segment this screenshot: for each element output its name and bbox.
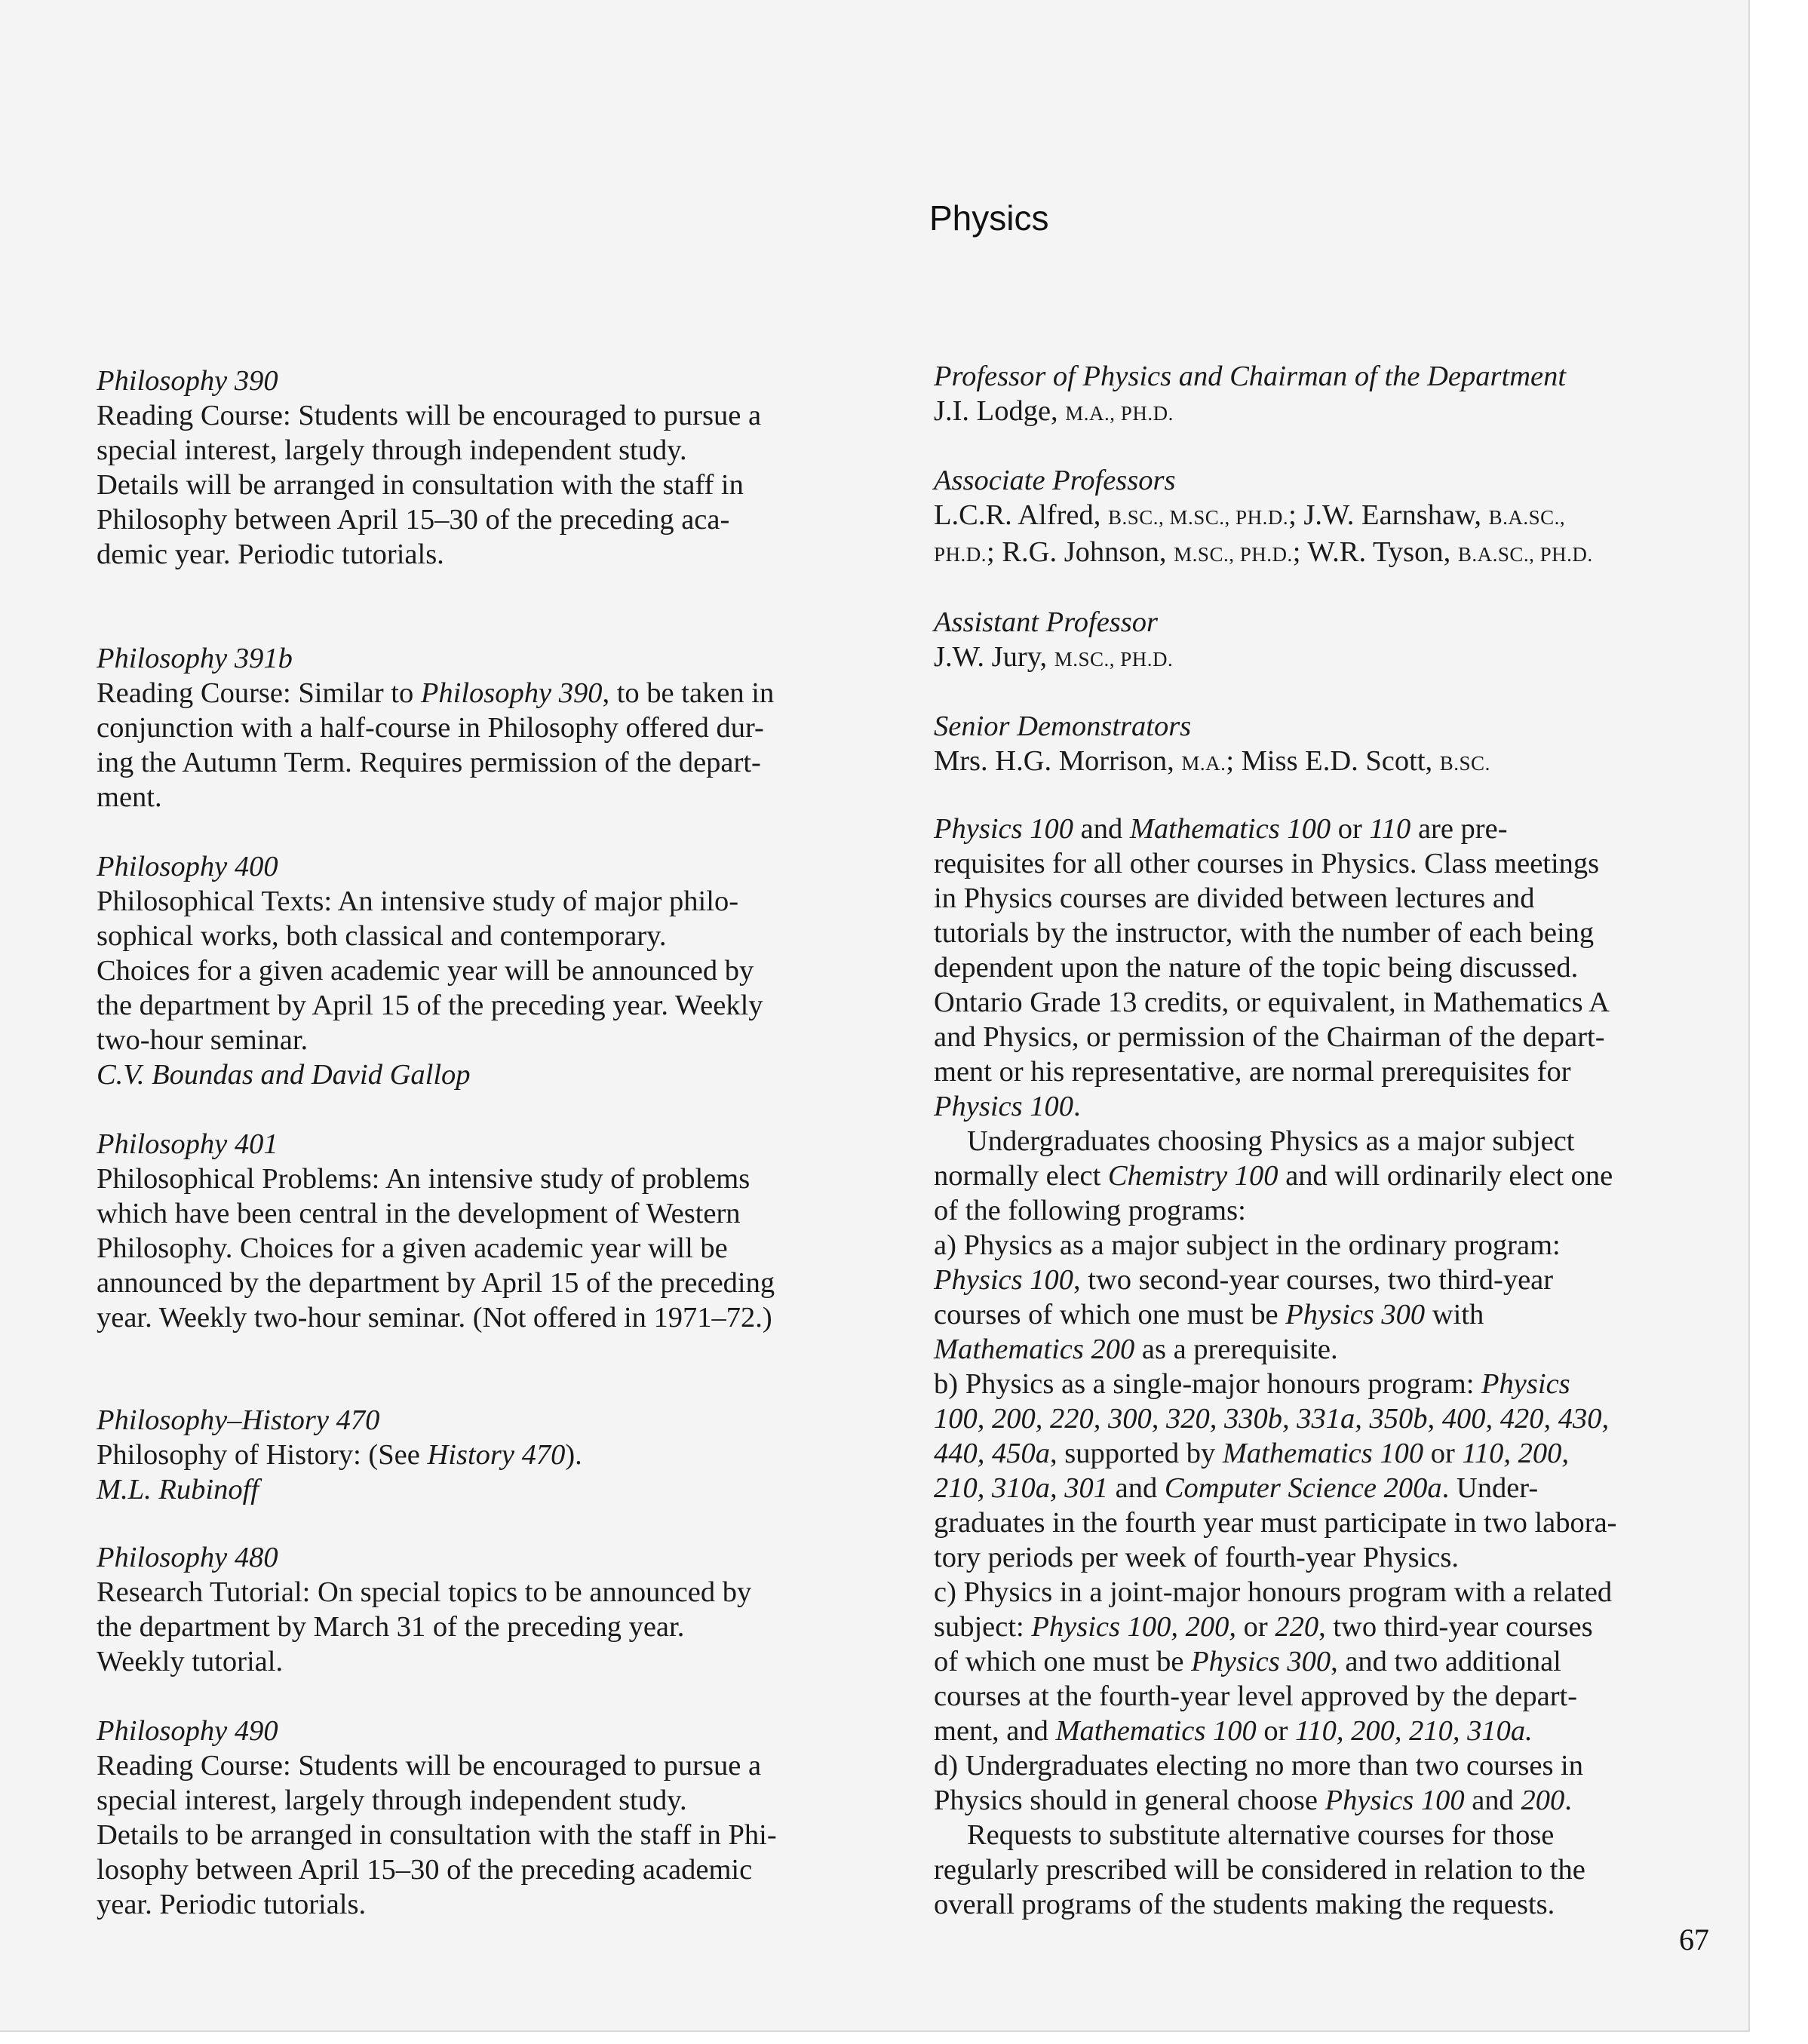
course-description-line: losophy between April 15–30 of the preceding academic (97, 1854, 753, 1886)
course-instructor: C.V. Boundas and David Gallop (97, 1059, 471, 1091)
body-line: ment or his representative, are normal prerequisites for (934, 1056, 1571, 1088)
course-description-line: year. Periodic tutorials. (97, 1889, 367, 1920)
faculty-names: L.C.R. Alfred, B.SC., M.SC., PH.D.; J.W. Earnshaw, B.A.SC., (934, 499, 1566, 531)
physics-program-text (934, 812, 1726, 1922)
course-entry-philosophy-401 (97, 1127, 896, 1335)
course-description-line: Weekly tutorial. (97, 1646, 284, 1677)
body-line: courses of which one must be Physics 300 with (934, 1299, 1484, 1330)
course-description-line: Philosophical Problems: An intensive study of problems (97, 1163, 751, 1195)
body-line: Requests to substitute alternative courses for those (967, 1819, 1555, 1851)
body-line: of which one must be Physics 300, and two additional (934, 1646, 1561, 1677)
faculty-heading: Associate Professors (934, 465, 1176, 496)
course-description-line: Details will be arranged in consultation with the staff in (97, 469, 744, 501)
program-option-c: c) Physics in a joint-major honours program with a related (934, 1576, 1613, 1608)
course-reference: History 470 (427, 1439, 566, 1471)
body-line: dependent upon the nature of the topic being discussed. (934, 952, 1579, 984)
body-line: Physics 100, two second-year courses, two third-year (934, 1264, 1554, 1296)
course-description-line: Research Tutorial: On special topics to be announced by (97, 1576, 752, 1608)
faculty-heading: Senior Demonstrators (934, 710, 1192, 742)
faculty-names: Mrs. H.G. Morrison, M.A.; Miss E.D. Scott, B.SC. (934, 745, 1490, 777)
body-line: Undergraduates choosing Physics as a major subject (967, 1125, 1575, 1157)
course-description-line: Philosophy between April 15–30 of the preceding aca- (97, 504, 730, 536)
course-entry-philosophy-480 (97, 1540, 896, 1679)
program-option-b: b) Physics as a single-major honours program: Physics (934, 1368, 1570, 1400)
body-line: Mathematics 200 as a prerequisite. (934, 1334, 1338, 1365)
course-title: Philosophy 390 (97, 365, 278, 397)
course-description-line: Choices for a given academic year will be announced by (97, 955, 754, 987)
body-line: of the following programs: (934, 1195, 1246, 1226)
course-description-line: demic year. Periodic tutorials. (97, 539, 444, 570)
course-title: Philosophy 490 (97, 1715, 278, 1747)
course-description-line: special interest, largely through independent study. (97, 434, 687, 466)
course-title: Philosophy 401 (97, 1128, 278, 1160)
course-description-line: Details to be arranged in consultation with the staff in Phi- (97, 1819, 777, 1851)
course-description-line: ing the Autumn Term. Requires permission of the depart- (97, 747, 761, 778)
course-entry-philosophy-history-470 (97, 1403, 896, 1507)
body-line: Physics 100. (934, 1091, 1081, 1122)
course-description-line: Philosophy of History: (See History 470). (97, 1439, 582, 1471)
section-title: Physics (929, 198, 1049, 238)
course-description-line: Reading Course: Students will be encouraged to pursue a (97, 400, 762, 431)
body-line: overall programs of the students making the requests. (934, 1889, 1555, 1920)
course-description-line: ment. (97, 781, 162, 813)
course-description-line: sophical works, both classical and contemporary. (97, 920, 667, 952)
body-line: 440, 450a, supported by Mathematics 100 or 110, 200, (934, 1438, 1569, 1469)
body-line: graduates in the fourth year must participate in two labora- (934, 1507, 1617, 1539)
course-title: Philosophy 400 (97, 851, 278, 882)
course-description-line: special interest, largely through independent study. (97, 1785, 687, 1816)
course-description-line: the department by March 31 of the preceding year. (97, 1611, 685, 1643)
body-line: Physics 100 and Mathematics 100 or 110 are pre- (934, 813, 1508, 845)
body-line: normally elect Chemistry 100 and will ordinarily elect one (934, 1160, 1613, 1192)
body-line: ment, and Mathematics 100 or 110, 200, 210, 310a. (934, 1715, 1533, 1747)
body-line: Physics should in general choose Physics 100 and 200. (934, 1785, 1572, 1816)
body-line: subject: Physics 100, 200, or 220, two third-year courses (934, 1611, 1593, 1643)
course-title: Philosophy 391b (97, 643, 293, 674)
faculty-heading: Assistant Professor (934, 606, 1158, 638)
course-description-line: two-hour seminar. (97, 1024, 308, 1056)
course-reference: Philosophy 390 (420, 677, 603, 709)
faculty-names: PH.D.; R.G. Johnson, M.SC., PH.D.; W.R. Tyson, B.A.SC., PH.D. (934, 536, 1593, 568)
faculty-senior-demonstrators (934, 709, 1726, 781)
program-option-a: a) Physics as a major subject in the ordinary program: (934, 1229, 1561, 1261)
course-entry-philosophy-390 (97, 364, 896, 572)
course-title: Philosophy 480 (97, 1542, 278, 1573)
page-number: 67 (1679, 1923, 1709, 1957)
course-description-line: announced by the department by April 15 of the preceding (97, 1267, 775, 1299)
course-title: Philosophy–History 470 (97, 1404, 380, 1436)
body-line: in Physics courses are divided between lectures and (934, 882, 1535, 914)
body-line: Ontario Grade 13 credits, or equivalent, in Mathematics A (934, 987, 1610, 1018)
course-description-line: which have been central in the development of Western (97, 1198, 741, 1229)
course-description-line: conjunction with a half-course in Philosophy offered dur- (97, 712, 764, 744)
course-instructor: M.L. Rubinoff (97, 1474, 259, 1505)
body-line: and Physics, or permission of the Chairman of the depart- (934, 1021, 1605, 1053)
course-description-line: year. Weekly two-hour seminar. (Not offered in 1971–72.) (97, 1302, 772, 1334)
faculty-names: J.I. Lodge, M.A., PH.D. (934, 395, 1174, 427)
body-line: 100, 200, 220, 300, 320, 330b, 331a, 350b, 400, 420, 430, (934, 1403, 1610, 1435)
course-entry-philosophy-391b (97, 641, 896, 815)
body-line: 210, 310a, 301 and Computer Science 200a. Under- (934, 1472, 1539, 1504)
faculty-heading: Professor of Physics and Chairman of the Department (934, 361, 1567, 392)
body-line: tory periods per week of fourth-year Physics. (934, 1542, 1460, 1573)
course-description-line: Philosophical Texts: An intensive study of major philo- (97, 885, 739, 917)
course-description-line: Reading Course: Similar to Philosophy 390, to be taken in (97, 677, 775, 709)
body-line: tutorials by the instructor, with the number of each being (934, 917, 1595, 949)
course-entry-philosophy-490 (97, 1714, 896, 1922)
faculty-assistant-professor (934, 605, 1726, 677)
course-description-line: the department by April 15 of the preceding year. Weekly (97, 990, 763, 1021)
course-description-line: Reading Course: Students will be encouraged to pursue a (97, 1750, 762, 1782)
body-line: courses at the fourth-year level approved by the depart- (934, 1680, 1578, 1712)
course-entry-philosophy-400 (97, 849, 896, 1092)
faculty-associate-professors (934, 463, 1726, 572)
program-option-d: d) Undergraduates electing no more than two courses in (934, 1750, 1584, 1782)
course-description-line: Philosophy. Choices for a given academic year will be (97, 1232, 728, 1264)
faculty-names: J.W. Jury, M.SC., PH.D. (934, 641, 1174, 673)
body-line: regularly prescribed will be considered in relation to the (934, 1854, 1585, 1886)
faculty-chairman (934, 359, 1726, 431)
body-line: requisites for all other courses in Physics. Class meetings (934, 848, 1600, 879)
